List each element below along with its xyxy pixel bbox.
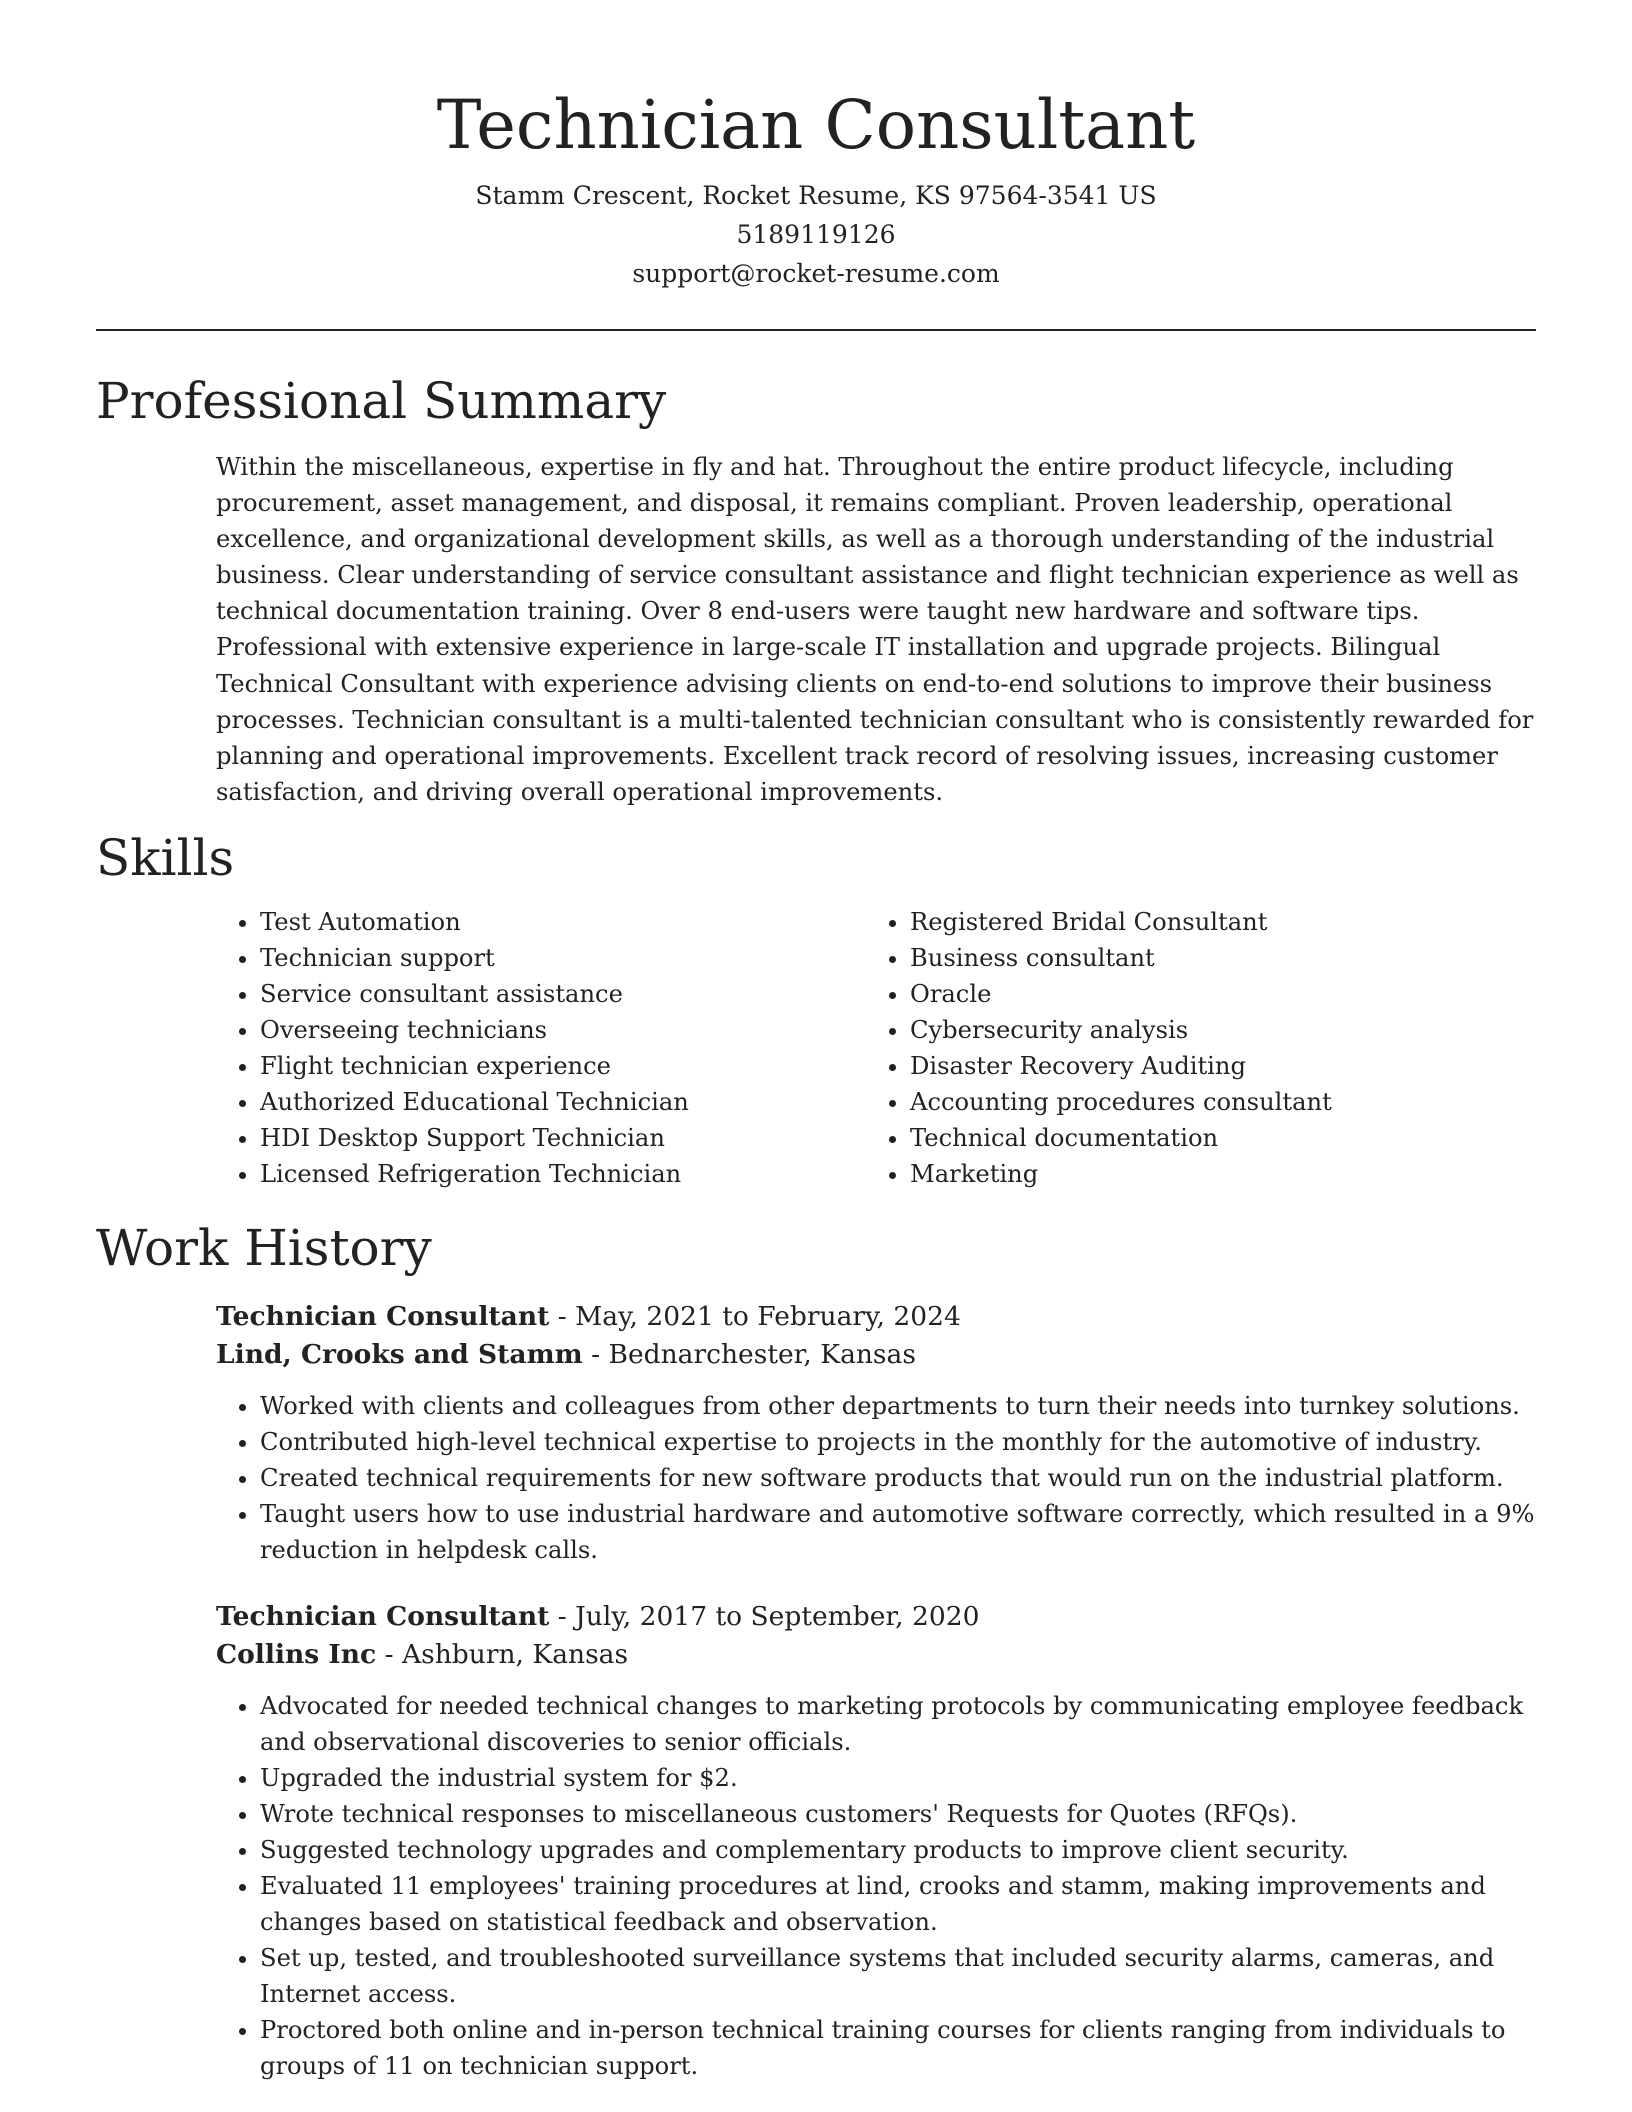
skill-item: • Flight technician experience	[260, 1048, 866, 1084]
job-bullet: • Created technical requirements for new software products that would run on the industrial platform.	[260, 1460, 1550, 1496]
job-bullet: • Contributed high-level technical expertise to projects in the monthly for the automotive of industry.	[260, 1424, 1550, 1460]
job-bullet: • Upgraded the industrial system for $2.	[260, 1760, 1550, 1796]
job-location: - Bednarchester, Kansas	[582, 1338, 916, 1370]
skill-item: • Registered Bridal Consultant	[910, 904, 1516, 940]
skills-column-left	[216, 904, 866, 1192]
job-bullets	[216, 1688, 1550, 2084]
skill-item: • Overseeing technicians	[260, 1012, 866, 1048]
job-bullet: • Taught users how to use industrial hardware and automotive software correctly, which resulted in a 9% reduction in helpdesk calls.	[260, 1496, 1550, 1568]
skill-item: • Business consultant	[910, 940, 1516, 976]
resume-header	[96, 0, 1536, 293]
job-bullet: • Suggested technology upgrades and complementary products to improve client security.	[260, 1832, 1550, 1868]
job-dates: - May, 2021 to February, 2024	[549, 1300, 961, 1332]
header-divider	[96, 329, 1536, 331]
job-company: Collins Inc	[216, 1638, 377, 1670]
job-title-line	[216, 1298, 1536, 1336]
address: Stamm Crescent, Rocket Resume, KS 97564-3541 US	[475, 181, 1157, 210]
skill-item: • Technician support	[260, 940, 866, 976]
skill-item: • Oracle	[910, 976, 1516, 1012]
skills-list	[216, 904, 1536, 1192]
email: support@rocket-resume.com	[632, 259, 1000, 288]
skill-item: • HDI Desktop Support Technician	[260, 1120, 866, 1156]
job-dates: - July, 2017 to September, 2020	[549, 1600, 980, 1632]
contact-info	[96, 176, 1536, 293]
job-location: - Ashburn, Kansas	[376, 1638, 629, 1670]
job-company: Lind, Crooks and Stamm	[216, 1338, 583, 1370]
job-bullet: • Wrote technical responses to miscellaneous customers' Requests for Quotes (RFQs).	[260, 1796, 1550, 1832]
job-role: Technician Consultant	[216, 1600, 550, 1632]
skills-column-right	[866, 904, 1516, 1192]
resume-page	[96, 0, 1536, 2084]
job-bullet: • Proctored both online and in-person technical training courses for clients ranging from individuals to groups of 11 on technician support.	[260, 2012, 1550, 2084]
skill-item: • Test Automation	[260, 904, 866, 940]
job-role: Technician Consultant	[216, 1300, 550, 1332]
job-bullets	[216, 1388, 1550, 1568]
job-entry	[216, 1598, 1536, 2084]
job-bullet: • Advocated for needed technical changes to marketing protocols by communicating employee feedback and observational discoveries to senior officials.	[260, 1688, 1550, 1760]
skill-item: • Licensed Refrigeration Technician	[260, 1156, 866, 1192]
job-bullet: • Worked with clients and colleagues from other departments to turn their needs into turnkey solutions.	[260, 1388, 1550, 1424]
job-bullet: • Set up, tested, and troubleshooted surveillance systems that included security alarms, cameras, and Internet access.	[260, 1940, 1550, 2012]
job-company-line	[216, 1636, 1536, 1674]
skills-heading: Skills	[96, 828, 235, 887]
skill-item: • Accounting procedures consultant	[910, 1084, 1516, 1120]
summary-heading: Professional Summary	[96, 372, 667, 430]
skill-item: • Service consultant assistance	[260, 976, 866, 1012]
job-entry	[216, 1298, 1536, 1568]
job-title-line	[216, 1598, 1536, 1636]
skill-item: • Marketing	[910, 1156, 1516, 1192]
skill-item: • Technical documentation	[910, 1120, 1516, 1156]
skill-item: • Disaster Recovery Auditing	[910, 1048, 1516, 1084]
job-company-line	[216, 1336, 1536, 1374]
summary-text: Within the miscellaneous, expertise in fly and hat. Throughout the entire product lifecycle, including procurement, asset management, and disposal, it remains compliant. Proven leadership, operational excellence, and organizational development skills, as well as a thorough understanding of the industrial business. Clear understanding of service consultant assistance and flight technician experience as well as technical documentation training. Over 8 end-users were taught new hardware and software tips. Professional with extensive experience in large-scale IT installation and upgrade projects. Bilingual Technical Consultant with experience advising clients on end-to-end solutions to improve their business processes. Technician consultant is a multi-talented technician consultant who is consistently rewarded for planning and operational improvements. Excellent track record of resolving issues, increasing customer satisfaction, and driving overall operational improvements.	[216, 453, 1534, 806]
candidate-name: Technician Consultant	[436, 86, 1196, 164]
job-bullet: • Evaluated 11 employees' training procedures at lind, crooks and stamm, making improvements and changes based on statistical feedback and observation.	[260, 1868, 1550, 1940]
work-history-heading: Work History	[96, 1218, 432, 1277]
skill-item: • Authorized Educational Technician	[260, 1084, 866, 1120]
skill-item: • Cybersecurity analysis	[910, 1012, 1516, 1048]
phone: 5189119126	[736, 220, 896, 249]
